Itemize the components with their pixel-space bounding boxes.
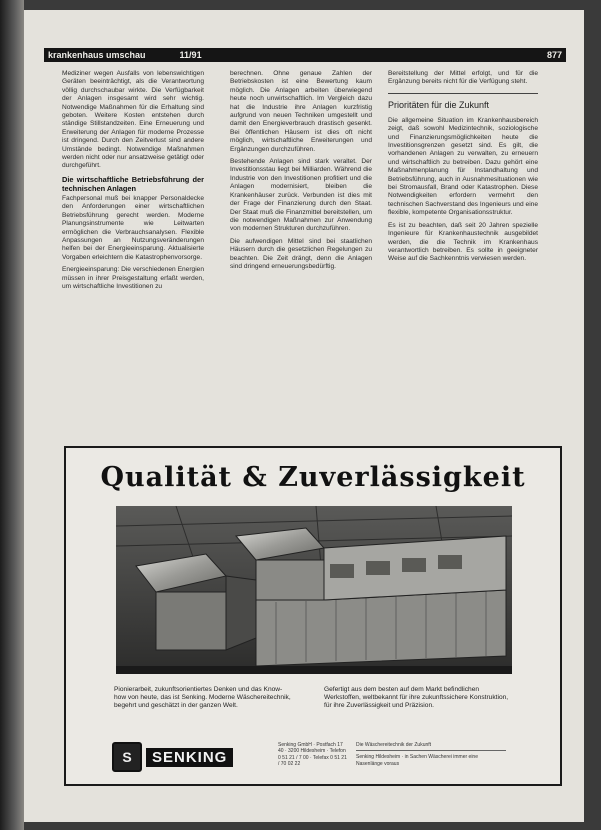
- ad-slogan: [356, 742, 506, 767]
- paragraph: Es ist zu beachten, daß seit 20 Jahren spezielle Ingenieure für Krankenhaustechnik ausgebildet werden, die die Technik im Krankenhaus verantwortlich betreiben. Es sollte in geeigneter Weise auf die Sachkenntnis verwiesen werden.: [388, 221, 538, 263]
- section-heading: Die wirtschaftliche Betriebsführung der technischen Anlagen: [62, 174, 204, 193]
- logo-wordmark: SENKING: [146, 748, 233, 767]
- running-header: [44, 48, 566, 62]
- magazine-title: krankenhaus umschau: [48, 50, 146, 60]
- paragraph: Energieeinsparung: Die verschiedenen Energien müssen in ihrer Preisgestaltung erfaßt werden, um wirtschaftliche Investitionen zu: [62, 266, 204, 290]
- paragraph: berechnen. Ohne genaue Zahlen der Betriebskosten ist eine Bewertung kaum möglich. Die Anlagen arbeiten überwiegend heute noch unwirtschaftlich. Im Vergleich dazu hat die Industrie ihre Anlagen kurzfristig aufgrund von neuen Techniken umgestellt und damit den Energieverbrauch drastisch gesenkt. Bei öffentlichen Häusern ist dies oft nicht möglich, wirtschaftliche Erweiterungen und Ergänzungen durchzuführen.: [230, 70, 372, 153]
- paragraph: Die allgemeine Situation im Krankenhausbereich zeigt, daß sowohl Medizintechnik, soziologische und Finanzierungsmöglichkeiten heute die Investitionsgrenzen gesetzt sind. Es gilt, die vorhandenen Anlagen zu verwalten, zu erneuern und wirtschaftlich zu betreiben. Dazu gehört eine Maßnahmenplanung für Instandhaltung und Betriebsführung, auch in Ausnahmesituationen wie bei Stromausfall, Brand oder Katastrophen. Diese Notwendigkeiten erfordern vermehrt den technischen Sachverstand des Ingenieurs und eine flexible, kompetente Organisationsstruktur.: [388, 116, 538, 217]
- senking-logo: [112, 740, 272, 774]
- laundry-machine-photo: [116, 506, 512, 674]
- company-address: Senking GmbH · Postfach 17 40 · 3200 Hildesheim · Telefon 0 51 21 / 7 00 · Telefax 0 51 21 / 70 02 22: [278, 742, 347, 768]
- senking-emblem-icon: S: [112, 742, 142, 772]
- paragraph: Bestehende Anlagen sind stark veraltet. Der Investitionsstau liegt bei Milliarden. Während die Industrie von den Investitionen profitiert und die Anlagen modernisiert, bleiben die Krankenhäuser zurück. Verbunden ist dies mit der Frage der Finanzierung durch den Staat. Der Staat muß die Finanzmittel bereitstellen, um die notwendigen Maßnahmen zur Anwendung von modernen Strukturen durchzuführen.: [230, 158, 372, 233]
- magazine-page: [24, 10, 584, 822]
- page-number: 877: [546, 50, 562, 60]
- text-column-2: [230, 70, 372, 275]
- slogan-line-2: Senking Hildesheim · in Sachen Wäscherei immer eine Nasenlänge voraus: [356, 754, 478, 767]
- paragraph: Bereitstellung der Mittel erfolgt, und für die Ergänzung bereits nicht für die Verfügung steht.: [388, 70, 538, 86]
- binding-spine: [0, 0, 24, 830]
- slogan-line-1: Die Wäschereitechnik der Zukunft: [356, 742, 506, 751]
- text-column-3: [388, 70, 538, 268]
- ad-text-right: Gefertigt aus dem besten auf dem Markt befindlichen Werkstoffen, weltbekannt für ihre zukunftssichere Konstruktion, für ihre Zuverlässigkeit und Präzision.: [324, 686, 509, 710]
- ad-headline: Qualität & Zuverlässigkeit: [100, 462, 526, 493]
- section-heading: Prioritäten für die Zukunft: [388, 93, 538, 111]
- paragraph: Fachpersonal muß bei knapper Personaldecke den Anforderungen einer wirtschaftlichen Betriebsführung gerecht werden. Moderne Planungsinstrumente wie Leitwarten ermöglichen die Verbrauchsanalysen. Flexible Anpassungen an Nutzungsveränderungen helfen bei der Energieeinsparung. Aktualisierte Vorgaben erleichtern die Katastrophenvorsorge.: [62, 194, 204, 261]
- issue-number: 11/91: [179, 50, 202, 60]
- ad-text-left: Pionierarbeit, zukunftsorientiertes Denken und das Know-how von heute, das ist Senking. Moderne Wäschereitechnik, begehrt und geschätzt in der ganzen Welt.: [114, 686, 291, 710]
- paragraph: Die aufwendigen Mittel sind bei staatlichen Häusern durch die gesetzlichen Regelungen zu beachten. Die Zeit drängt, denn die Anlagen sind dringend erneuerungsbedürftig.: [230, 237, 372, 270]
- senking-advertisement: [64, 446, 562, 786]
- paragraph: Mediziner wegen Ausfalls von lebenswichtigen Geräten beeinträchtigt, als die Verantwortung völlig durchschaubar wirkte. Die Verfügbarkeit der Anlagen insgesamt wird sehr wichtig. Notwendige Maßnahmen für die Erhaltung sind geboten. Weitere Kosten entstehen durch ständige Stillstandzeiten. Eine Erneuerung und Erweiterung der Anlagen für moderne Prozesse ist dringend. Durch den Zeitverlust sind andere Umstände bedingt. Notwendige Maßnahmen werden nicht oder nur ansatzweise getätigt oder durchgeführt.: [62, 70, 204, 170]
- text-column-1: [62, 70, 204, 295]
